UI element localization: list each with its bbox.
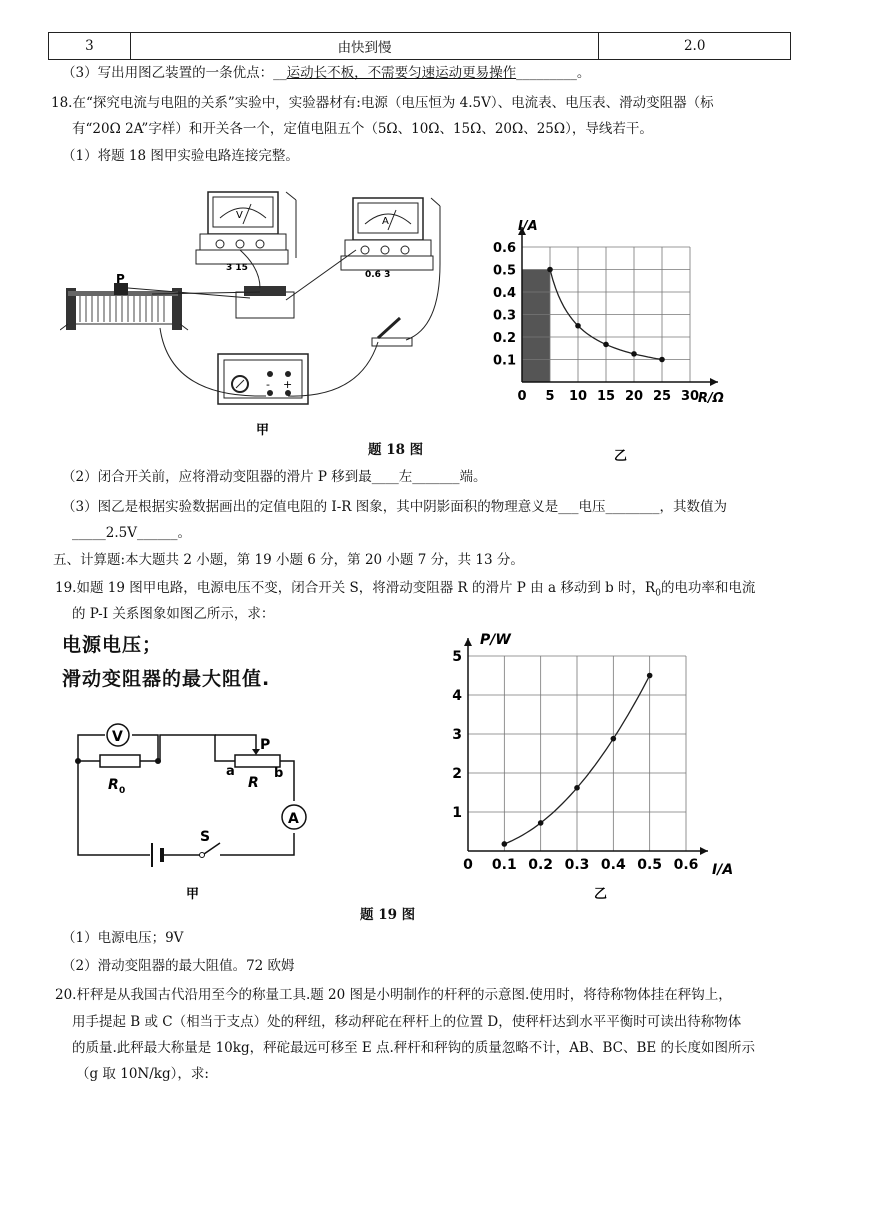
data-point [603, 342, 609, 348]
table-cell: 2.0 [599, 33, 791, 60]
r-label: R [248, 775, 259, 791]
blank: _________。 [516, 65, 591, 81]
x-axis-arrow [710, 378, 718, 386]
circuit-a-label: A [288, 811, 299, 827]
q19-figure-caption: 题 19 图 [360, 907, 416, 923]
table-row [49, 33, 791, 60]
shaded-area [522, 270, 550, 383]
ir-chart-xlabel: R/Ω [698, 391, 724, 406]
switch-s-icon [200, 829, 221, 858]
data-point [574, 785, 580, 791]
junction-node [75, 758, 81, 764]
data-point [502, 841, 508, 847]
x-tick-label: 0.1 [491, 857, 517, 873]
q20-line1: 20.杆秤是从我国古代沿用至今的称量工具.题 20 图是小明制作的杆秤的示意图.使用时，将待称物体挂在秤钩上， [55, 987, 732, 1003]
resistor-icon [236, 286, 294, 318]
y-tick-label: 0.2 [492, 331, 516, 346]
q19-line1 [55, 578, 755, 604]
q19-text-end: 的电功率和电流 [660, 580, 756, 596]
resistor-r0-icon [100, 755, 140, 796]
x-tick-label: 10 [568, 389, 588, 404]
v-label: V [236, 210, 243, 221]
data-point [575, 323, 581, 329]
q18-ir-chart [480, 212, 740, 462]
q19-line2: 的 P-I 关系图象如图乙所示，求： [72, 606, 275, 622]
pi-chart-plot [452, 638, 708, 873]
svg-text:+: + [283, 378, 293, 391]
blank: ______。 [136, 525, 191, 541]
q18-sub2-answer: 左 [398, 469, 413, 485]
q18-sub3-value: 2.5V [105, 525, 137, 541]
q17-3 [62, 63, 590, 83]
circuit-wires [78, 735, 294, 855]
circuit-v-label: V [112, 729, 123, 745]
q18-apparatus-figure [60, 188, 450, 438]
q20-line2: 用手提起 B 或 C（相当于支点）处的秤纽，移动秤砣在秤杆上的位置 D，使秤杆达到水平平衡时可读出待称物体 [72, 1014, 742, 1030]
q19-text: 19.如题 19 图甲电路，电源电压不变，闭合开关 S，将滑动变阻器 R 的滑片 P 由 a 移动到 b 时，R [55, 580, 656, 596]
rheostat-icon [60, 272, 188, 330]
q18-sub3-text: （3）图乙是根据实验数据画出的定值电阻的 I-R 图象，其中阴影面积的物理意义是___ [62, 499, 579, 515]
y-tick-label: 0.6 [492, 241, 516, 256]
q19-question-2: 滑动变阻器的最大阻值. [62, 668, 271, 690]
q20-line4: （g 取 10N/kg），求: [76, 1066, 209, 1082]
a-label: A [382, 216, 389, 227]
q18-line1: 18.在“探究电流与电阻的关系”实验中，实验器材有:电源（电压恒为 4.5V）、电流表、电压表、滑动变阻器（标 [51, 95, 714, 111]
x-tick-label: 20 [624, 389, 644, 404]
q19-pi-chart [440, 628, 760, 908]
blank: ________，其数值为 [605, 499, 727, 515]
x-tick-label: 0.4 [600, 857, 626, 873]
x-tick-label: 0.3 [564, 857, 590, 873]
x-tick-label: 15 [596, 389, 616, 404]
x-tick-label: 5 [545, 389, 555, 404]
y-tick-label: 4 [452, 688, 462, 704]
q17-3-label: （3）写出用图乙装置的一条优点： [62, 65, 274, 81]
q18-sub3-line2 [72, 523, 191, 543]
rheostat-r-icon [215, 735, 283, 791]
voltmeter-icon [196, 192, 296, 273]
terminal-b-label: b [274, 766, 284, 781]
q17-3-answer: 运动长不板，不需要匀速运动更易操作 [286, 65, 517, 81]
x-tick-label: 30 [680, 389, 700, 404]
q19-jia-label: 甲 [186, 887, 200, 902]
blank: _______端。 [412, 469, 487, 485]
q18-sub3-answer: 电压 [578, 499, 606, 515]
subscript: 0 [655, 588, 661, 599]
y-tick-label: 0.4 [492, 286, 516, 301]
x-tick-label: 0.2 [528, 857, 554, 873]
x-axis-arrow [700, 847, 708, 855]
pi-chart-xlabel: I/A [712, 862, 734, 878]
data-point [538, 820, 544, 826]
r0-label: R [108, 777, 119, 793]
voltmeter-icon [107, 724, 129, 746]
x-tick-label: 25 [652, 389, 672, 404]
ir-chart-plot [493, 227, 718, 404]
y-tick-label: 5 [452, 649, 462, 665]
ammeter-icon [282, 805, 306, 829]
switch-s-label: S [200, 829, 211, 845]
q18-yi-label: 乙 [614, 449, 628, 462]
y-tick-label: 1 [452, 805, 462, 821]
table-cell: 3 [49, 33, 131, 60]
data-point [611, 736, 617, 742]
q18-sub1: （1）将题 18 图甲实验电路连接完整。 [62, 148, 299, 164]
y-tick-label: 3 [452, 727, 462, 743]
y-tick-label: 0.3 [492, 308, 516, 324]
terminal-a-label: a [226, 764, 235, 779]
slider-p-label: P [260, 737, 271, 753]
x-tick-label: 0.5 [637, 857, 663, 873]
pi-chart-ylabel: P/W [480, 632, 511, 648]
svg-text:-: - [266, 378, 270, 391]
q19-circuit-figure [60, 715, 320, 905]
q18-line2: 有“20Ω 2A”字样）和开关各一个，定值电阻五个（5Ω、10Ω、15Ω、20Ω、25Ω），导线若干。 [72, 121, 653, 137]
x-tick-label: 0.6 [673, 857, 699, 873]
q18-sub3 [62, 497, 727, 517]
x-tick-label: 0 [463, 857, 473, 873]
q19-answer-1: （1）电源电压；9V [62, 930, 184, 946]
a-range-label: 0.6 3 [365, 270, 391, 280]
switch-icon [372, 318, 412, 346]
y-tick-label: 2 [452, 766, 462, 782]
blank: _____ [72, 525, 106, 541]
ammeter-icon [341, 198, 440, 280]
data-point [659, 357, 665, 363]
x-tick-label: 0 [517, 389, 527, 404]
q19-answer-2: （2）滑动变阻器的最大阻值。72 欧姆 [62, 958, 295, 974]
battery-icon [152, 843, 162, 867]
q18-figure-caption: 题 18 图 [368, 442, 424, 458]
data-point [647, 673, 653, 679]
table-cell: 由快到慢 [130, 33, 599, 60]
y-tick-label: 0.1 [492, 353, 516, 369]
y-tick-label: 0.5 [492, 263, 516, 279]
data-point [631, 351, 637, 357]
q18-sub2-text: （2）闭合开关前，应将滑动变阻器的滑片 P 移到最____ [62, 469, 399, 485]
result-table [48, 32, 791, 60]
q18-sub2 [62, 467, 487, 487]
q18-jia-label: 甲 [256, 423, 270, 438]
v-range-label: 3 15 [226, 263, 248, 273]
y-axis-arrow [464, 638, 472, 646]
q19-yi-label: 乙 [594, 887, 608, 902]
slider-p-label: P [116, 272, 125, 286]
junction-node [155, 758, 161, 764]
data-point [547, 267, 553, 273]
q20-line3: 的质量.此秤最大称量是 10kg，秤砣最远可移至 E 点.秤杆和秤钩的质量忽略不计，AB、BC、BE 的长度如图所示 [72, 1040, 756, 1056]
blank: __ [273, 65, 287, 81]
r0-sub-label: 0 [119, 786, 126, 796]
section-5-heading: 五、计算题:本大题共 2 小题，第 19 小题 6 分，第 20 小题 7 分，共 13 分。 [53, 552, 524, 568]
ir-chart-ylabel: I/A [518, 219, 538, 234]
q19-question-1: 电源电压； [62, 634, 163, 656]
